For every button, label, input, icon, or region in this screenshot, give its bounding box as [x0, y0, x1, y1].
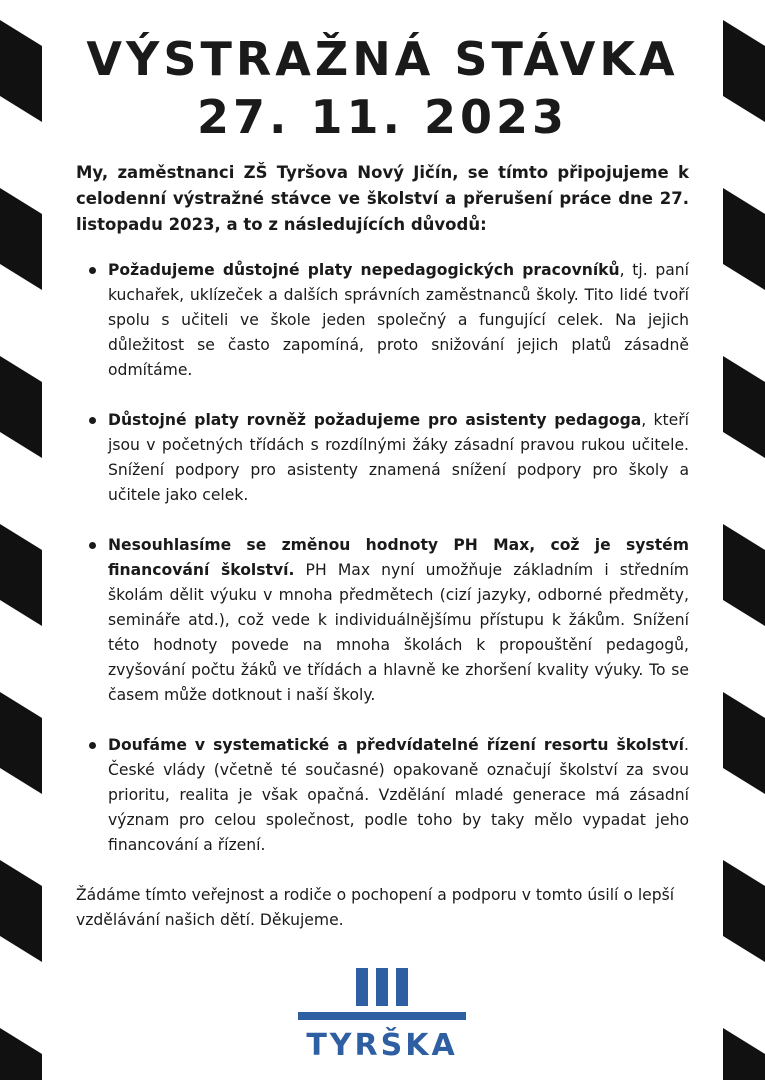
- point-heading: Doufáme v systematické a předvídatelné řízení resortu školství: [108, 736, 685, 754]
- list-item: [76, 533, 689, 708]
- point-text: . České vlády (včetně té současné) opakovaně označují školství za svou prioritu, realita je však opačná. Vzdělání mladé generace má zásadní význam pro celou společnost, podle toho by taky mělo vypadat jeho financování a řízení.: [108, 736, 689, 854]
- point-heading: Důstojné platy rovněž požadujeme pro asistenty pedagoga: [108, 411, 642, 429]
- point-text: , tj. paní kuchařek, uklízeček a dalších správních zaměstnanců školy. Tito lidé tvoří spolu s učiteli ve škole jeden společný a fungující celek. Na jejich důležitost se často zapomíná, proto snižování jejich platů zásadně odmítáme.: [108, 261, 689, 379]
- point-heading: Nesouhlasíme se změnou hodnoty PH Max, což je systém financování školství.: [108, 536, 689, 579]
- flyer-content: [76, 0, 689, 949]
- logo-bar-icon: [356, 968, 368, 1006]
- list-item: [76, 408, 689, 508]
- logo-base-line: [298, 1012, 466, 1020]
- reasons-list: [76, 258, 689, 858]
- logo-bar-icon: [396, 968, 408, 1006]
- page-title: VÝSTRAŽNÁ STÁVKA: [86, 32, 679, 86]
- right-striped-border: [723, 0, 765, 1080]
- intro-paragraph: My, zaměstnanci ZŠ Tyršova Nový Jičín, se tímto připojujeme k celodenní výstražné stávce ve školství a přerušení práce dne 27. listopadu 2023, a to z následujících důvodů:: [76, 163, 689, 234]
- point-text: PH Max nyní umožňuje základním i středním školám dělit výuku v mnoha předmětech (cizí jazyky, odborné předměty, semináře atd.), což vede k individuálnějšímu přístupu k žákům. Snížení této hodnoty povede na mnoha školách k propouštění pedagogů, zvyšování počtu žáků ve třídách a hlavně ke zhoršení kvality výuky. To se časem může dotknout i naší školy.: [108, 561, 689, 704]
- bullet-icon: [89, 542, 96, 549]
- bullet-icon: [89, 742, 96, 749]
- point-heading: Požadujeme důstojné platy nepedagogických pracovníků: [108, 261, 620, 279]
- school-logo: [298, 968, 466, 1068]
- list-item: [76, 733, 689, 858]
- logo-bar-icon: [376, 968, 388, 1006]
- strike-date: 27. 11. 2023: [196, 90, 569, 144]
- logo-wordmark: TYRŠKA: [306, 1028, 458, 1063]
- list-item: [76, 258, 689, 383]
- bullet-icon: [89, 417, 96, 424]
- point-text: , kteří jsou v početných třídách s rozdílnými žáky zásadní pravou rukou učitele. Snížení podpory pro asistenty znamená snížení podpory pro školy a učitele jako celek.: [108, 411, 689, 504]
- bullet-icon: [89, 267, 96, 274]
- left-striped-border: [0, 0, 42, 1080]
- closing-paragraph: Žádáme tímto veřejnost a rodiče o pochopení a podporu v tomto úsilí o lepší vzdělávání našich dětí. Děkujeme.: [76, 886, 675, 929]
